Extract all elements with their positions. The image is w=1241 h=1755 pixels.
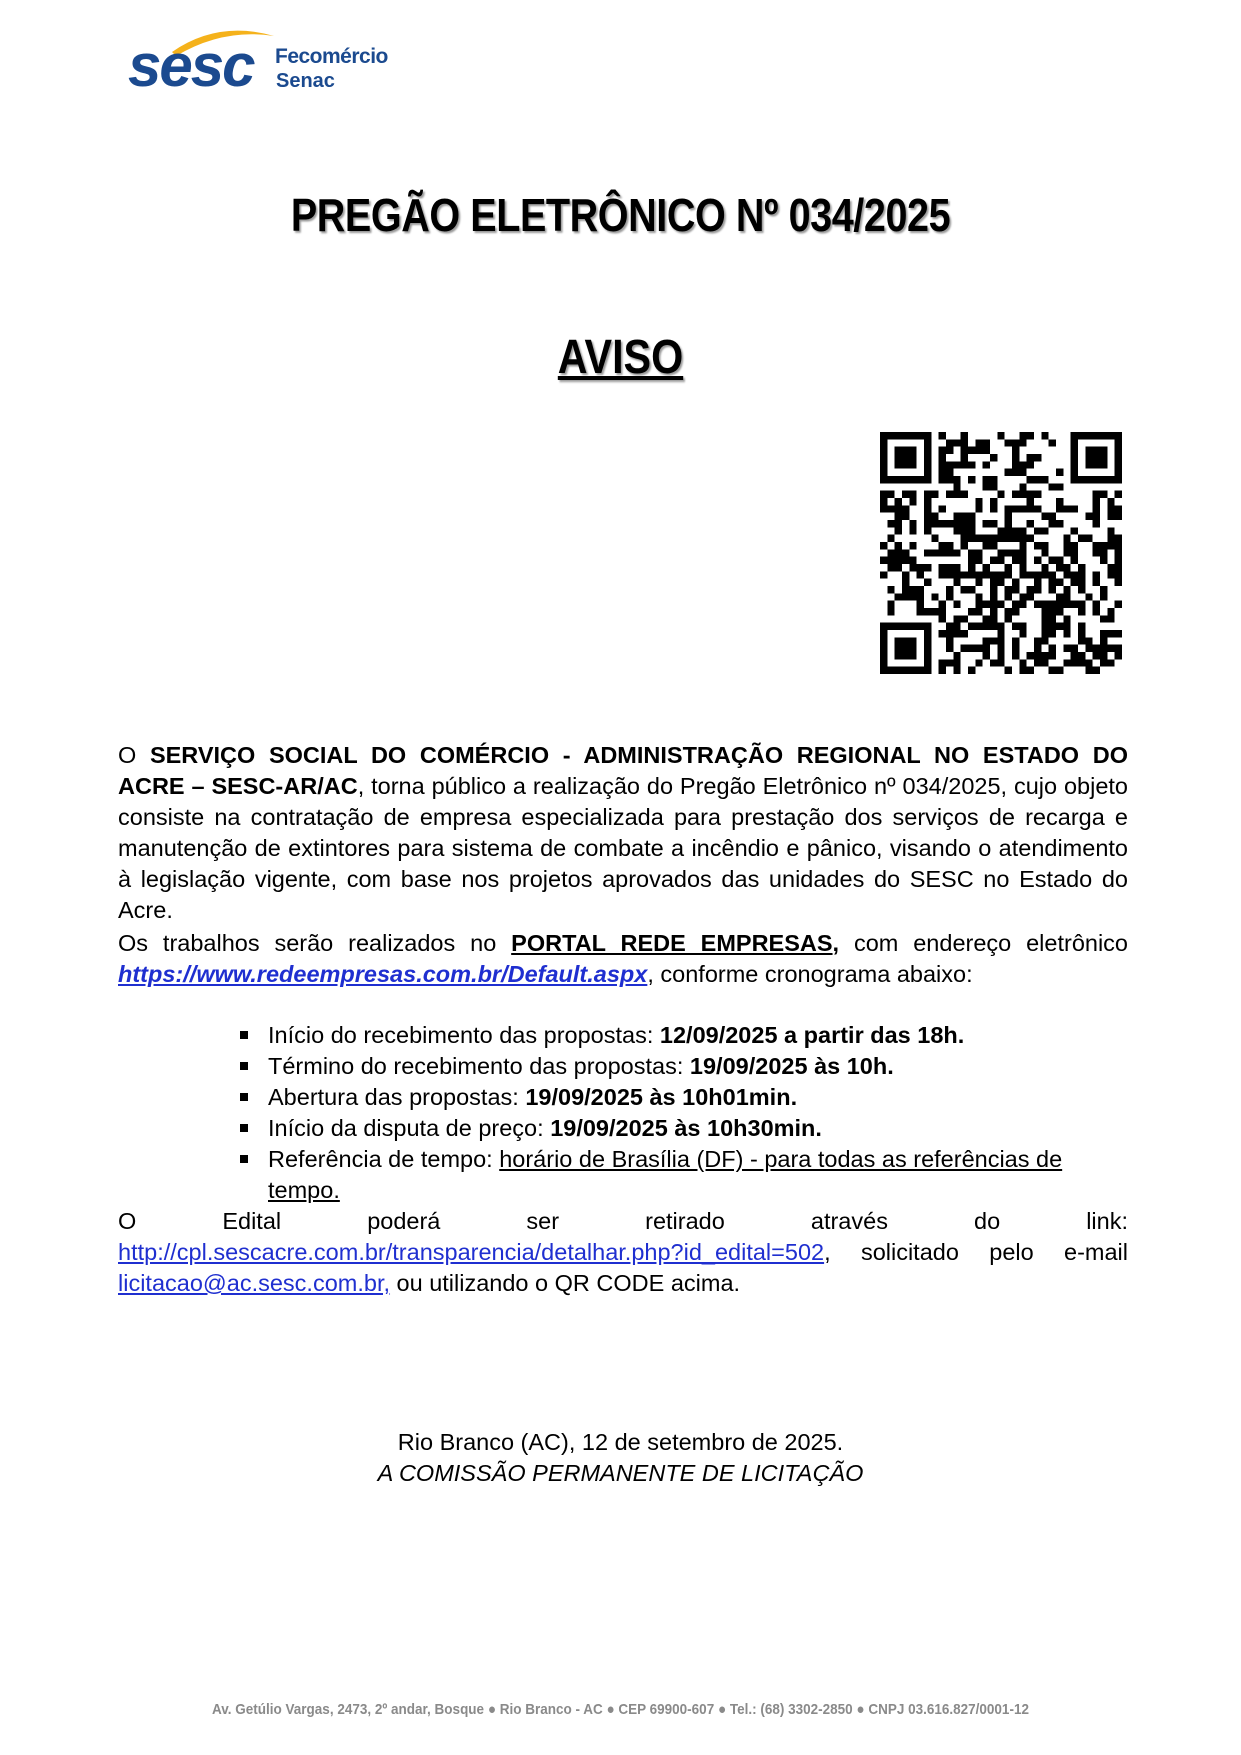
portal-paragraph <box>118 928 1128 990</box>
edital-link[interactable]: http://cpl.sescacre.com.br/transparencia/detalhar.php?id_edital=502 <box>118 1239 825 1265</box>
paragraph3-mid: , solicitado pelo e-mail <box>824 1239 1128 1265</box>
paragraph2-mid: com endereço eletrônico <box>839 930 1129 956</box>
bullet-square-icon <box>240 1124 248 1132</box>
schedule-list <box>238 1020 1138 1206</box>
page-footer: Av. Getúlio Vargas, 2473, 2º andar, Bosque ● Rio Branco - AC ● CEP 69900-607 ● Tel.: (68) 3302-2850 ● CNPJ 03.616.827/0001-12 <box>212 1701 1029 1718</box>
portal-link[interactable]: https://www.redeempresas.com.br/Default.aspx <box>118 961 648 987</box>
schedule-label: Abertura das propostas: <box>268 1084 526 1110</box>
paragraph1-body: , torna público a realização do Pregão Eletrônico nº 034/2025, cujo objeto consiste na contratação de empresa especializada para prestação dos serviços de recarga e manutenção de extintores para sistema de combate a incêndio e pânico, visando o atendimento à legislação vigente, com base nos projetos aprovados das unidades do SESC no Estado do Acre. <box>118 773 1129 923</box>
paragraph2-lead: Os trabalhos serão realizados no <box>118 930 512 956</box>
list-item <box>238 1082 1138 1113</box>
paragraph3-tail: ou utilizando o QR CODE acima. <box>390 1270 741 1296</box>
logo-fecomercio: Fecomércio <box>275 45 388 68</box>
logo-senac: Senac <box>276 70 335 92</box>
schedule-label: Término do recebimento das propostas: <box>268 1053 690 1079</box>
committee-signature: A COMISSÃO PERMANENTE DE LICITAÇÃO <box>377 1460 864 1486</box>
time-reference-label: Referência de tempo: <box>268 1146 500 1172</box>
bullet-square-icon <box>240 1062 248 1070</box>
schedule-label: Início do recebimento das propostas: <box>268 1022 660 1048</box>
schedule-value: 19/09/2025 às 10h. <box>689 1053 894 1079</box>
announcement-paragraph <box>118 740 1128 926</box>
portal-comma: , <box>832 930 840 956</box>
bullet-square-icon <box>240 1093 248 1101</box>
schedule-value: 19/09/2025 às 10h01min. <box>525 1084 798 1110</box>
paragraph2-tail: , conforme cronograma abaixo: <box>647 961 973 987</box>
qr-code-icon <box>880 432 1122 674</box>
list-item <box>238 1020 1138 1051</box>
schedule-label: Início da disputa de preço: <box>268 1115 551 1141</box>
list-item <box>238 1051 1138 1082</box>
edital-paragraph <box>118 1206 1128 1299</box>
time-reference-value: horário de Brasília (DF) - para todas as referências de tempo. <box>268 1146 1063 1203</box>
schedule-value: 19/09/2025 às 10h30min. <box>550 1115 822 1141</box>
paragraph1-lead: O <box>118 742 150 768</box>
list-item <box>238 1144 1138 1206</box>
schedule-value: 12/09/2025 a partir das 18h. <box>659 1022 965 1048</box>
portal-name: PORTAL REDE EMPRESAS <box>511 930 833 956</box>
place-date: Rio Branco (AC), 12 de setembro de 2025. <box>397 1429 844 1455</box>
list-item <box>238 1113 1138 1144</box>
page-subtitle: AVISO <box>557 331 684 384</box>
logo-wordmark: sesc <box>128 32 254 99</box>
bullet-square-icon <box>240 1031 248 1039</box>
email-link[interactable]: licitacao@ac.sesc.com.br, <box>118 1270 391 1296</box>
page-title: PREGÃO ELETRÔNICO Nº 034/2025 <box>290 189 951 241</box>
paragraph3-lead: O Edital poderá ser retirado através do link: <box>118 1208 1128 1234</box>
organization-name: SERVIÇO SOCIAL DO COMÉRCIO - ADMINISTRAÇÃO REGIONAL NO ESTADO DO ACRE – SESC-AR/AC <box>118 742 1128 799</box>
sesc-logo <box>128 26 428 106</box>
bullet-square-icon <box>240 1155 248 1163</box>
